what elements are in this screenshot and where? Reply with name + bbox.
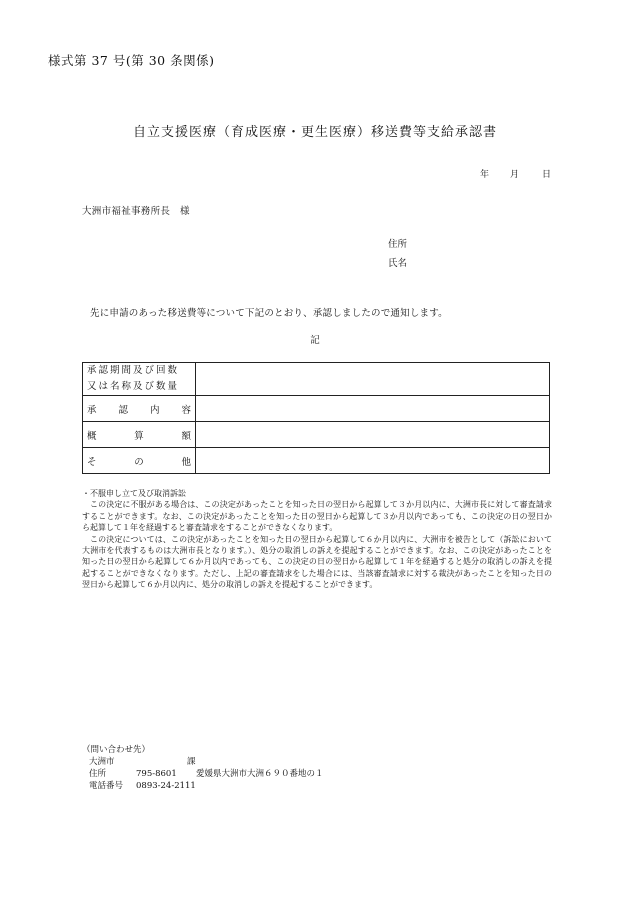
table-row — [83, 422, 550, 448]
label-char: の — [134, 456, 144, 468]
contact-section: 課 — [187, 757, 196, 767]
label-char: 内 — [149, 404, 160, 416]
label-char: 認 — [118, 404, 128, 416]
label-char: 承 — [87, 404, 97, 416]
notice-text: 先に申請のあった移送費等について下記のとおり、承認しましたので通知します。 — [90, 308, 448, 319]
contact-phone-number: 0893-24-2111 — [136, 781, 196, 791]
date-month-label: 月 — [510, 170, 520, 180]
row-label-other — [83, 448, 196, 474]
table-row — [83, 396, 550, 422]
document-title: 自立支援医療（育成医療・更生医療）移送費等支給承認書 — [132, 125, 497, 140]
row-label-line: 承認期間及び回数 — [87, 365, 180, 376]
contact-department — [82, 756, 324, 768]
appeal-paragraph-lawsuit: この決定については、この決定があったことを知った日の翌日から起算して６か月以内に、大洲市を被告として（訴訟において大洲市を代表するものは大洲市長となります。）、処分の取消しの訴えを提起することができます。なお、この決定があったことを知った日の翌日から起算して６か月以内であっても、この決定の日の翌日から起算して１年を経過すると処分の取消しの訴えを提起することができなくなります。ただし、上記の審査請求をした場合には、当該審査請求に対する裁決があったことを知った日の翌日から起算して６か月以内に、処分の取消しの訴えを提起することができます。 — [82, 534, 552, 590]
contact-block — [82, 744, 324, 792]
recipient-name-label: 氏名 — [388, 258, 408, 269]
date-line — [480, 167, 551, 180]
form-number: 様式第 37 号(第 30 条関係) — [48, 53, 215, 68]
table-row — [83, 448, 550, 474]
contact-phone — [82, 780, 324, 792]
amount-value-cell — [196, 422, 550, 448]
contact-address-text: 愛媛県大洲市大洲６９０番地の１ — [196, 769, 324, 779]
label-char: 容 — [181, 404, 191, 416]
approval-table — [82, 362, 550, 474]
period-value-cell — [196, 363, 550, 396]
label-char: 概 — [87, 430, 97, 442]
contact-address-label: 住所 — [89, 769, 107, 779]
label-char: 額 — [181, 430, 191, 442]
addressee: 大洲市福祉事務所長 様 — [82, 206, 190, 217]
row-label-amount — [83, 422, 196, 448]
other-value-cell — [196, 448, 550, 474]
appeal-paragraph-review: この決定に不服がある場合は、この決定があったことを知った日の翌日から起算して３か月以内に、大洲市長に対して審査請求することができます。なお、この決定があったことを知った日の翌日から起算して３か月以内であっても、この決定の日の翌日から起算して１年を経過すると審査請求をすることができなくなります。 — [82, 500, 552, 533]
contact-address — [82, 768, 324, 780]
contact-phone-label: 電話番号 — [89, 781, 124, 791]
date-year-label: 年 — [480, 170, 490, 180]
recipient-address-label: 住所 — [388, 239, 408, 250]
ki-heading: 記 — [310, 335, 320, 346]
content-value-cell — [196, 396, 550, 422]
contact-org: 大洲市 — [89, 757, 115, 767]
table-row — [83, 363, 550, 396]
appeal-heading: ・不服申し立て及び取消訴訟 — [82, 489, 186, 498]
label-char: そ — [87, 456, 97, 468]
row-label-content — [83, 396, 196, 422]
contact-postal: 795-8601 — [136, 769, 177, 779]
label-char: 他 — [181, 456, 191, 468]
row-label-line: 又は名称及び数量 — [87, 381, 180, 392]
label-char: 算 — [134, 430, 144, 442]
row-label-period — [83, 363, 196, 396]
contact-heading: （問い合わせ先） — [82, 745, 151, 755]
appeal-section — [82, 488, 552, 591]
date-day-label: 日 — [542, 170, 552, 180]
